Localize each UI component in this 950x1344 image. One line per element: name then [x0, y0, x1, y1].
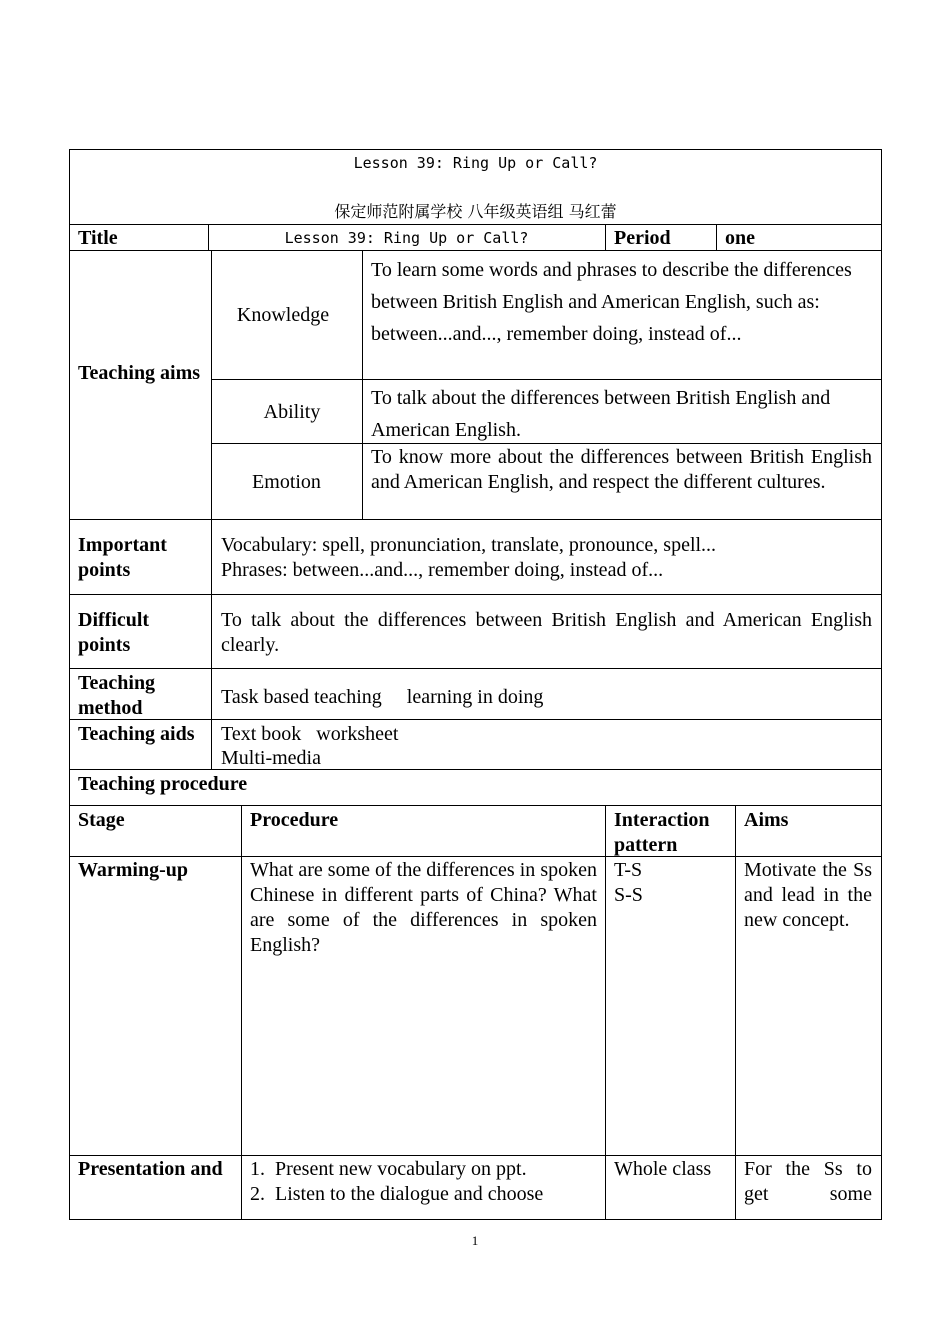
period-value: one — [725, 227, 755, 249]
important-points-line1: Vocabulary: spell, pronunciation, translate, pronounce, spell... — [221, 534, 717, 556]
title-value: Lesson 39: Ring Up or Call? — [284, 229, 529, 247]
teaching-method-text: Task based teaching learning in doing — [221, 686, 544, 708]
interaction-cell-line1: T-S — [614, 859, 643, 881]
ability-text: To talk about the differences between British English and American English. — [371, 387, 831, 441]
school-line: 保定师范附属学校 八年级英语组 马红蕾 — [334, 202, 617, 221]
lesson-header-title: Lesson 39: Ring Up or Call? — [353, 154, 598, 172]
period-label: Period — [614, 227, 671, 249]
procedure-cell: What are some of the differences in spoken Chinese in different parts of China? What are some of the differences in spoken English? — [250, 859, 597, 956]
ability-label: Ability — [263, 401, 321, 423]
emotion-text: To know more about the differences between British English and American English, and respect the different cultures. — [371, 446, 872, 493]
teaching-procedure-heading: Teaching procedure — [78, 773, 248, 795]
col-header-aims: Aims — [744, 809, 789, 831]
important-points-line2: Phrases: between...and..., remember doing, instead of... — [221, 559, 664, 581]
procedure-cell-line2: 2. Listen to the dialogue and choose — [250, 1183, 544, 1205]
col-header-stage: Stage — [78, 809, 125, 831]
difficult-points-text: To talk about the differences between British English and American English clearly. — [221, 609, 872, 656]
teaching-aids-line2: Multi-media — [221, 747, 321, 769]
difficult-points-label: Difficult points — [78, 609, 150, 656]
emotion-label: Emotion — [252, 471, 321, 493]
teaching-method-label: Teaching method — [78, 672, 156, 719]
col-header-interaction: Interaction pattern — [614, 809, 710, 856]
teaching-aids-label: Teaching aids — [78, 723, 195, 745]
aims-cell: For the Ss to get some — [744, 1158, 872, 1205]
stage-cell: Warming-up — [78, 859, 189, 881]
important-points-label: Important points — [78, 534, 167, 581]
page-number: 1 — [471, 1233, 479, 1248]
teaching-aids-line1: Text book worksheet — [221, 723, 399, 745]
interaction-cell-line2: S-S — [614, 884, 643, 906]
title-label: Title — [78, 227, 118, 249]
procedure-cell-line1: 1. Present new vocabulary on ppt. — [250, 1158, 527, 1180]
interaction-cell: Whole class — [614, 1158, 712, 1180]
knowledge-label: Knowledge — [236, 304, 330, 326]
knowledge-text: To learn some words and phrases to describe the differences between British English and American English, such as: between...and..., remember doing, instead of... — [371, 259, 852, 345]
stage-cell: Presentation and — [78, 1158, 223, 1180]
teaching-aims-label: Teaching aims — [78, 362, 201, 384]
col-header-procedure: Procedure — [250, 809, 339, 831]
aims-cell: Motivate the Ss and lead in the new concept. — [744, 859, 872, 931]
